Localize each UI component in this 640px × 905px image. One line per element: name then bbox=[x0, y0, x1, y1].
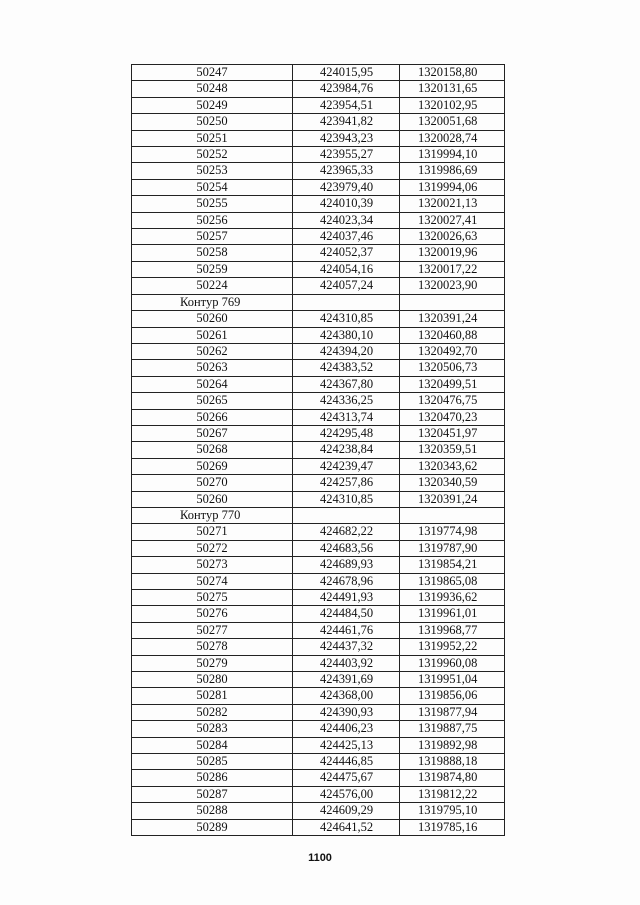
table-row bbox=[132, 704, 505, 720]
table-row bbox=[132, 360, 505, 376]
table-row bbox=[132, 606, 505, 622]
x-coordinate-cell: 424023,34 bbox=[293, 212, 400, 228]
y-coordinate-cell: 1319994,06 bbox=[400, 179, 505, 195]
table-row bbox=[132, 458, 505, 474]
x-coordinate-cell: 424383,52 bbox=[293, 360, 400, 376]
y-coordinate-cell: 1319986,69 bbox=[400, 163, 505, 179]
point-number-cell: 50224 bbox=[132, 278, 293, 294]
contour-label: Контур 769 bbox=[132, 294, 293, 310]
y-coordinate-cell: 1319951,04 bbox=[400, 672, 505, 688]
point-number-cell: 50271 bbox=[132, 524, 293, 540]
point-number-cell: 50265 bbox=[132, 393, 293, 409]
table-row bbox=[132, 245, 505, 261]
table-row bbox=[132, 114, 505, 130]
x-coordinate-cell: 424683,56 bbox=[293, 540, 400, 556]
y-coordinate-cell: 1320343,62 bbox=[400, 458, 505, 474]
x-coordinate-cell: 424295,48 bbox=[293, 425, 400, 441]
point-number-cell: 50282 bbox=[132, 704, 293, 720]
point-number-cell: 50251 bbox=[132, 130, 293, 146]
contour-header-row bbox=[132, 507, 505, 523]
y-coordinate-cell: 1319888,18 bbox=[400, 754, 505, 770]
table-row bbox=[132, 475, 505, 491]
x-coordinate-cell: 424689,93 bbox=[293, 557, 400, 573]
x-coordinate-cell: 423979,40 bbox=[293, 179, 400, 195]
y-coordinate-cell: 1320359,51 bbox=[400, 442, 505, 458]
point-number-cell: 50257 bbox=[132, 229, 293, 245]
x-coordinate-cell: 423943,23 bbox=[293, 130, 400, 146]
table-row bbox=[132, 524, 505, 540]
x-coordinate-cell: 424641,52 bbox=[293, 819, 400, 835]
table-row bbox=[132, 639, 505, 655]
point-number-cell: 50270 bbox=[132, 475, 293, 491]
point-number-cell: 50284 bbox=[132, 737, 293, 753]
y-coordinate-cell: 1320476,75 bbox=[400, 393, 505, 409]
table-row bbox=[132, 672, 505, 688]
x-coordinate-cell: 424484,50 bbox=[293, 606, 400, 622]
table-row bbox=[132, 655, 505, 671]
x-coordinate-cell: 423954,51 bbox=[293, 97, 400, 113]
table-row bbox=[132, 622, 505, 638]
point-number-cell: 50283 bbox=[132, 721, 293, 737]
x-coordinate-cell: 424037,46 bbox=[293, 229, 400, 245]
y-coordinate-cell: 1320470,23 bbox=[400, 409, 505, 425]
point-number-cell: 50288 bbox=[132, 803, 293, 819]
point-number-cell: 50247 bbox=[132, 65, 293, 81]
y-coordinate-cell: 1319968,77 bbox=[400, 622, 505, 638]
table-row bbox=[132, 573, 505, 589]
point-number-cell: 50279 bbox=[132, 655, 293, 671]
table-row bbox=[132, 163, 505, 179]
y-coordinate-cell: 1319854,21 bbox=[400, 557, 505, 573]
y-coordinate-cell: 1319774,98 bbox=[400, 524, 505, 540]
x-coordinate-cell: 424491,93 bbox=[293, 590, 400, 606]
y-coordinate-cell: 1320492,70 bbox=[400, 343, 505, 359]
x-coordinate-cell: 423955,27 bbox=[293, 147, 400, 163]
point-number-cell: 50275 bbox=[132, 590, 293, 606]
y-coordinate-cell: 1320023,90 bbox=[400, 278, 505, 294]
x-coordinate-cell: 424609,29 bbox=[293, 803, 400, 819]
table-row bbox=[132, 819, 505, 835]
y-coordinate-cell: 1320028,74 bbox=[400, 130, 505, 146]
contour-header-row bbox=[132, 294, 505, 310]
y-coordinate-cell: 1319874,80 bbox=[400, 770, 505, 786]
table-row bbox=[132, 442, 505, 458]
y-coordinate-cell: 1320506,73 bbox=[400, 360, 505, 376]
y-coordinate-cell: 1320391,24 bbox=[400, 311, 505, 327]
empty-cell bbox=[293, 294, 400, 310]
x-coordinate-cell: 424425,13 bbox=[293, 737, 400, 753]
page-number: 1100 bbox=[308, 852, 332, 864]
x-coordinate-cell: 424406,23 bbox=[293, 721, 400, 737]
point-number-cell: 50256 bbox=[132, 212, 293, 228]
table-row bbox=[132, 786, 505, 802]
table-row bbox=[132, 65, 505, 81]
point-number-cell: 50266 bbox=[132, 409, 293, 425]
table-row bbox=[132, 737, 505, 753]
empty-cell bbox=[400, 294, 505, 310]
table-row bbox=[132, 97, 505, 113]
y-coordinate-cell: 1319785,16 bbox=[400, 819, 505, 835]
table-row bbox=[132, 393, 505, 409]
x-coordinate-cell: 424475,67 bbox=[293, 770, 400, 786]
y-coordinate-cell: 1320451,97 bbox=[400, 425, 505, 441]
x-coordinate-cell: 424368,00 bbox=[293, 688, 400, 704]
table-row bbox=[132, 212, 505, 228]
point-number-cell: 50273 bbox=[132, 557, 293, 573]
table-row bbox=[132, 409, 505, 425]
y-coordinate-cell: 1319994,10 bbox=[400, 147, 505, 163]
y-coordinate-cell: 1319812,22 bbox=[400, 786, 505, 802]
table-row bbox=[132, 770, 505, 786]
x-coordinate-cell: 424054,16 bbox=[293, 261, 400, 277]
x-coordinate-cell: 424010,39 bbox=[293, 196, 400, 212]
table-row bbox=[132, 147, 505, 163]
point-number-cell: 50258 bbox=[132, 245, 293, 261]
x-coordinate-cell: 424380,10 bbox=[293, 327, 400, 343]
x-coordinate-cell: 424313,74 bbox=[293, 409, 400, 425]
table-row bbox=[132, 688, 505, 704]
y-coordinate-cell: 1319787,90 bbox=[400, 540, 505, 556]
point-number-cell: 50287 bbox=[132, 786, 293, 802]
x-coordinate-cell: 423984,76 bbox=[293, 81, 400, 97]
y-coordinate-cell: 1319865,08 bbox=[400, 573, 505, 589]
x-coordinate-cell: 424461,76 bbox=[293, 622, 400, 638]
point-number-cell: 50250 bbox=[132, 114, 293, 130]
point-number-cell: 50289 bbox=[132, 819, 293, 835]
table-row bbox=[132, 754, 505, 770]
y-coordinate-cell: 1319892,98 bbox=[400, 737, 505, 753]
x-coordinate-cell: 424057,24 bbox=[293, 278, 400, 294]
x-coordinate-cell: 424239,47 bbox=[293, 458, 400, 474]
x-coordinate-cell: 424394,20 bbox=[293, 343, 400, 359]
y-coordinate-cell: 1319795,10 bbox=[400, 803, 505, 819]
point-number-cell: 50269 bbox=[132, 458, 293, 474]
y-coordinate-cell: 1320391,24 bbox=[400, 491, 505, 507]
table-row bbox=[132, 540, 505, 556]
table-row bbox=[132, 130, 505, 146]
table-row bbox=[132, 81, 505, 97]
point-number-cell: 50278 bbox=[132, 639, 293, 655]
x-coordinate-cell: 424390,93 bbox=[293, 704, 400, 720]
point-number-cell: 50274 bbox=[132, 573, 293, 589]
y-coordinate-cell: 1319887,75 bbox=[400, 721, 505, 737]
y-coordinate-cell: 1320019,96 bbox=[400, 245, 505, 261]
table-row bbox=[132, 425, 505, 441]
table-row bbox=[132, 376, 505, 392]
point-number-cell: 50281 bbox=[132, 688, 293, 704]
point-number-cell: 50272 bbox=[132, 540, 293, 556]
point-number-cell: 50285 bbox=[132, 754, 293, 770]
x-coordinate-cell: 424403,92 bbox=[293, 655, 400, 671]
x-coordinate-cell: 424446,85 bbox=[293, 754, 400, 770]
point-number-cell: 50267 bbox=[132, 425, 293, 441]
y-coordinate-cell: 1320102,95 bbox=[400, 97, 505, 113]
table-row bbox=[132, 196, 505, 212]
point-number-cell: 50255 bbox=[132, 196, 293, 212]
point-number-cell: 50252 bbox=[132, 147, 293, 163]
y-coordinate-cell: 1320131,65 bbox=[400, 81, 505, 97]
point-number-cell: 50249 bbox=[132, 97, 293, 113]
x-coordinate-cell: 424310,85 bbox=[293, 491, 400, 507]
y-coordinate-cell: 1320026,63 bbox=[400, 229, 505, 245]
table-row bbox=[132, 278, 505, 294]
y-coordinate-cell: 1320340,59 bbox=[400, 475, 505, 491]
point-number-cell: 50254 bbox=[132, 179, 293, 195]
y-coordinate-cell: 1319856,06 bbox=[400, 688, 505, 704]
point-number-cell: 50286 bbox=[132, 770, 293, 786]
y-coordinate-cell: 1319961,01 bbox=[400, 606, 505, 622]
table-row bbox=[132, 343, 505, 359]
x-coordinate-cell: 424015,95 bbox=[293, 65, 400, 81]
point-number-cell: 50276 bbox=[132, 606, 293, 622]
contour-label: Контур 770 bbox=[132, 507, 293, 523]
table-row bbox=[132, 590, 505, 606]
y-coordinate-cell: 1319952,22 bbox=[400, 639, 505, 655]
x-coordinate-cell: 424367,80 bbox=[293, 376, 400, 392]
point-number-cell: 50253 bbox=[132, 163, 293, 179]
point-number-cell: 50259 bbox=[132, 261, 293, 277]
table-row bbox=[132, 311, 505, 327]
x-coordinate-cell: 424576,00 bbox=[293, 786, 400, 802]
x-coordinate-cell: 424678,96 bbox=[293, 573, 400, 589]
table-row bbox=[132, 557, 505, 573]
y-coordinate-cell: 1320051,68 bbox=[400, 114, 505, 130]
point-number-cell: 50277 bbox=[132, 622, 293, 638]
x-coordinate-cell: 424682,22 bbox=[293, 524, 400, 540]
point-number-cell: 50248 bbox=[132, 81, 293, 97]
coordinates-table bbox=[131, 64, 505, 836]
x-coordinate-cell: 424336,25 bbox=[293, 393, 400, 409]
table-row bbox=[132, 179, 505, 195]
point-number-cell: 50268 bbox=[132, 442, 293, 458]
y-coordinate-cell: 1320460,88 bbox=[400, 327, 505, 343]
y-coordinate-cell: 1320027,41 bbox=[400, 212, 505, 228]
x-coordinate-cell: 424437,32 bbox=[293, 639, 400, 655]
x-coordinate-cell: 424052,37 bbox=[293, 245, 400, 261]
table-row bbox=[132, 803, 505, 819]
x-coordinate-cell: 423941,82 bbox=[293, 114, 400, 130]
table-row bbox=[132, 327, 505, 343]
x-coordinate-cell: 424257,86 bbox=[293, 475, 400, 491]
table-row bbox=[132, 229, 505, 245]
y-coordinate-cell: 1320021,13 bbox=[400, 196, 505, 212]
empty-cell bbox=[400, 507, 505, 523]
x-coordinate-cell: 424310,85 bbox=[293, 311, 400, 327]
point-number-cell: 50261 bbox=[132, 327, 293, 343]
y-coordinate-cell: 1319960,08 bbox=[400, 655, 505, 671]
x-coordinate-cell: 424238,84 bbox=[293, 442, 400, 458]
point-number-cell: 50262 bbox=[132, 343, 293, 359]
point-number-cell: 50260 bbox=[132, 491, 293, 507]
y-coordinate-cell: 1320158,80 bbox=[400, 65, 505, 81]
point-number-cell: 50263 bbox=[132, 360, 293, 376]
x-coordinate-cell: 423965,33 bbox=[293, 163, 400, 179]
table-row bbox=[132, 491, 505, 507]
point-number-cell: 50264 bbox=[132, 376, 293, 392]
y-coordinate-cell: 1319936,62 bbox=[400, 590, 505, 606]
y-coordinate-cell: 1320499,51 bbox=[400, 376, 505, 392]
table-row bbox=[132, 261, 505, 277]
point-number-cell: 50280 bbox=[132, 672, 293, 688]
table-row bbox=[132, 721, 505, 737]
coordinates-table-body bbox=[132, 65, 505, 836]
y-coordinate-cell: 1319877,94 bbox=[400, 704, 505, 720]
point-number-cell: 50260 bbox=[132, 311, 293, 327]
empty-cell bbox=[293, 507, 400, 523]
y-coordinate-cell: 1320017,22 bbox=[400, 261, 505, 277]
x-coordinate-cell: 424391,69 bbox=[293, 672, 400, 688]
